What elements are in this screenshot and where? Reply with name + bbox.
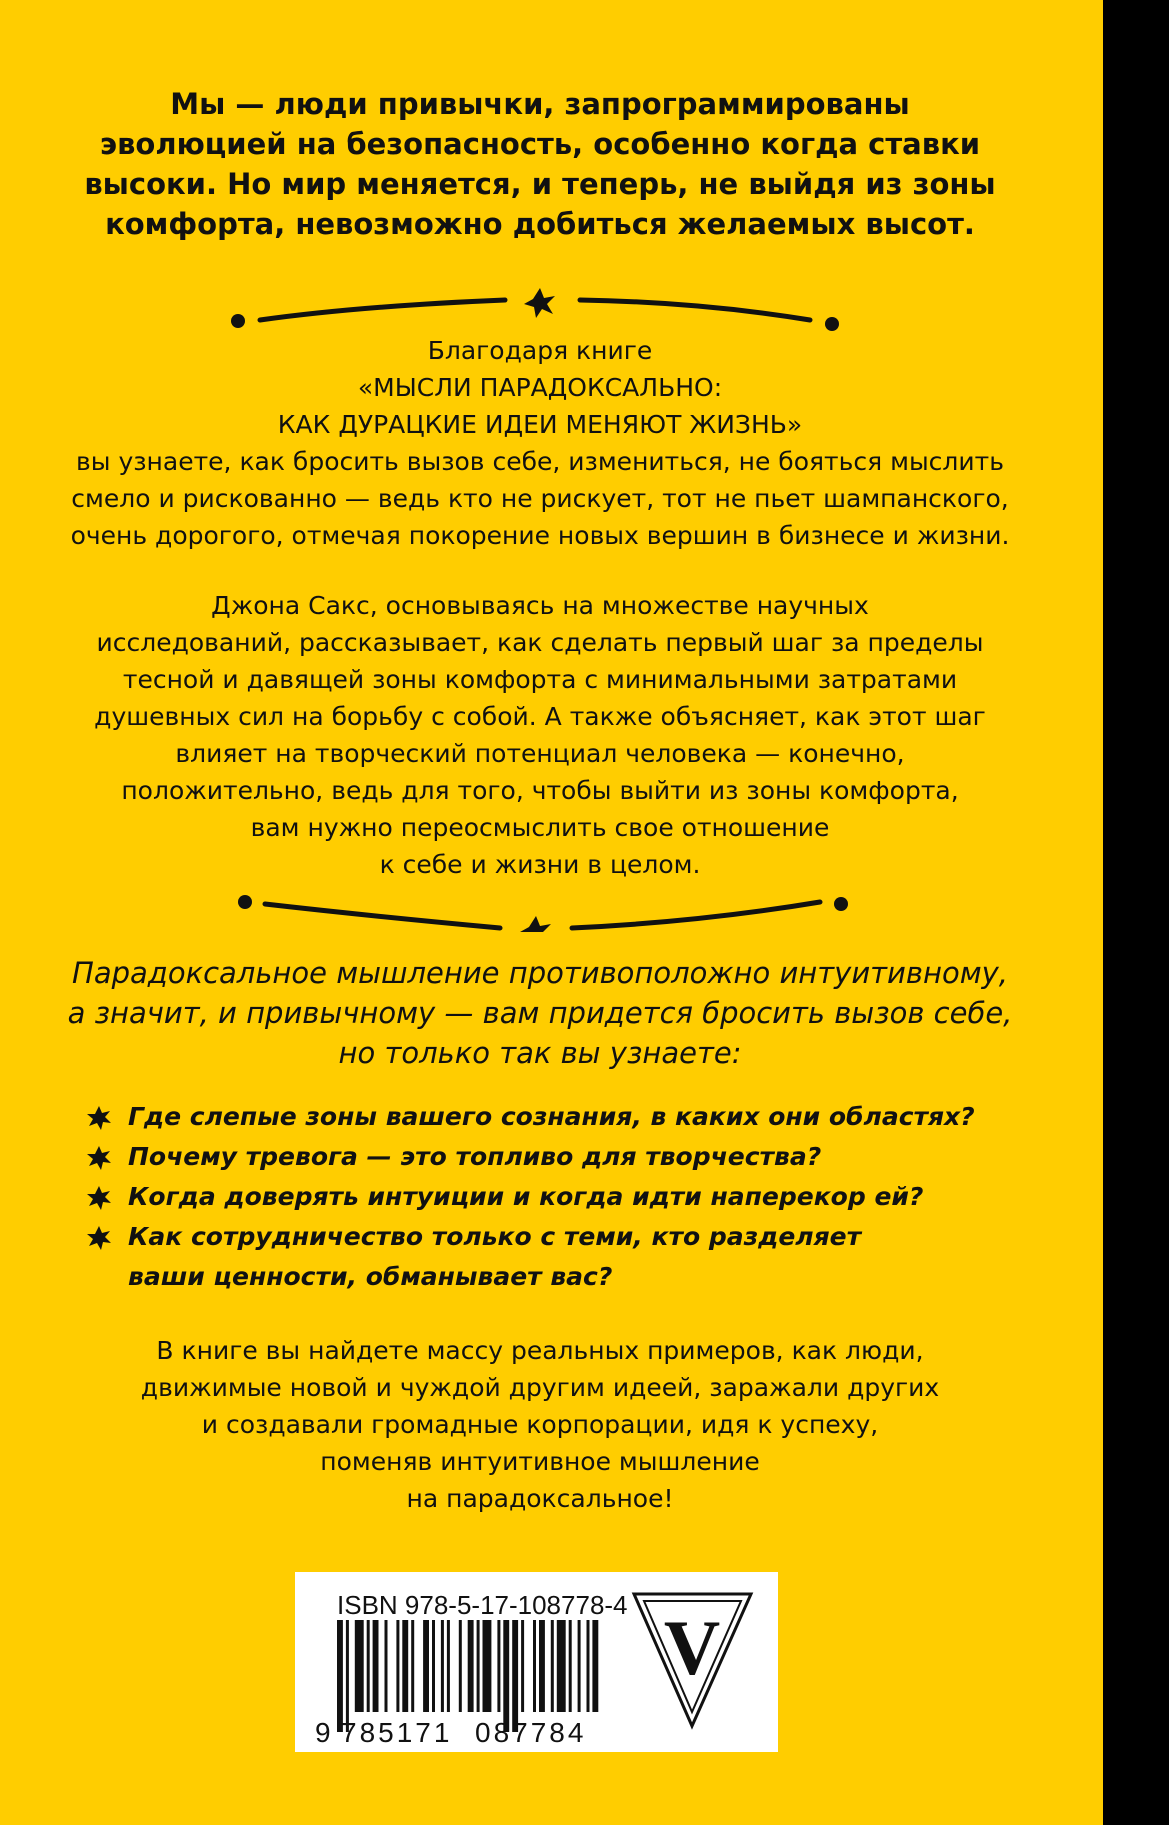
divider-stroke-right — [572, 902, 820, 928]
divider-stroke-left — [265, 904, 500, 928]
ornament-divider-bottom — [220, 872, 860, 932]
star-icon — [520, 916, 551, 932]
intro-line: Мы — люди привычки, запрограммированы — [170, 87, 910, 121]
author-text-line: Джона Сакс, основываясь на множестве научных — [211, 591, 869, 620]
barcode-digits-right: 087784 — [475, 1717, 587, 1746]
barcode-bar — [396, 1620, 399, 1712]
author-text-line: душевных сил на борьбу с собой. А также объясняет, как этот шаг — [94, 702, 986, 731]
barcode-bar — [441, 1620, 444, 1712]
star-bullet-icon — [86, 1105, 112, 1131]
closing-text-line: В книге вы найдете массу реальных примеров, как люди, — [156, 1336, 924, 1365]
barcode-bar — [337, 1620, 343, 1732]
barcode-digits-left: 785171 — [341, 1717, 453, 1746]
divider-stroke-right — [580, 300, 810, 320]
barcode-bar — [557, 1620, 566, 1712]
closing-text-line: и создавали громадные корпорации, идя к успеху, — [201, 1410, 879, 1439]
barcode-bar — [367, 1620, 370, 1712]
barcode-digit-lead: 9 — [315, 1717, 331, 1746]
question-item — [86, 1177, 1066, 1217]
intro-line: эволюцией на безопасность, особенно когда ставки — [99, 127, 981, 161]
question-text: Где слепые зоны вашего сознания, в каких они областях? — [128, 1102, 975, 1131]
barcode-bars — [337, 1620, 598, 1732]
star-bullet-icon — [86, 1145, 112, 1171]
question-item — [86, 1137, 1066, 1177]
intro-line: комфорта, невозможно добиться желаемых высот. — [105, 207, 975, 241]
barcode-bar — [587, 1620, 590, 1712]
question-text: Как сотрудничество только с теми, кто разделяет — [128, 1222, 862, 1251]
divider-stroke-left — [260, 300, 505, 320]
closing-text-line: на парадоксальное! — [406, 1484, 674, 1513]
barcode-bar — [411, 1620, 414, 1712]
star-icon — [524, 288, 555, 318]
book-text-line: очень дорогого, отмечая покорение новых вершин в бизнесе и жизни. — [70, 521, 1010, 550]
isbn-label: ISBN 978-5-17-108778-4 — [337, 1590, 628, 1620]
barcode-panel — [295, 1572, 778, 1752]
book-title-line: «МЫСЛИ ПАРАДОКСАЛЬНО: — [357, 373, 723, 402]
barcode-bar — [521, 1620, 524, 1712]
logo-letter: V — [663, 1604, 721, 1691]
barcode-bar — [533, 1620, 536, 1712]
divider-dot-left — [238, 895, 252, 909]
intro-paragraph — [70, 84, 1010, 244]
author-text-line: тесной и давящей зоны комфорта с минимальными затратами — [122, 665, 958, 694]
barcode-bar — [355, 1620, 364, 1712]
closing-text-line: движимые новой и чуждой другим идеей, заражали других — [140, 1373, 940, 1402]
author-paragraph — [60, 587, 1020, 883]
barcode-bar — [423, 1620, 429, 1712]
star-bullet-icon — [86, 1185, 112, 1211]
barcode — [313, 1620, 613, 1746]
divider-dot-left — [231, 314, 245, 328]
closing-paragraph — [60, 1332, 1020, 1517]
book-title-paragraph — [60, 332, 1020, 554]
barcode-bar — [373, 1620, 379, 1712]
italic-text-line: но только так вы узнаете: — [338, 1036, 742, 1070]
barcode-bar — [432, 1620, 435, 1712]
author-text-line: влияет на творческий потенциал человека — конечно, — [175, 739, 905, 768]
closing-text-line: поменяв интуитивное мышление — [320, 1447, 760, 1476]
barcode-bar — [512, 1620, 518, 1732]
barcode-bar — [447, 1620, 450, 1712]
star-bullet-icon — [86, 1225, 112, 1251]
question-text-continued: ваши ценности, обманывает вас? — [128, 1262, 613, 1291]
question-list — [86, 1097, 1066, 1297]
author-text-line: положительно, ведь для того, чтобы выйти из зоны комфорта, — [121, 776, 959, 805]
barcode-bar — [402, 1620, 408, 1712]
book-text-line: смело и рискованно — ведь кто не рискует, тот не пьет шампанского, — [71, 484, 1009, 513]
intro-line: высоки. Но мир меняется, и теперь, не выйдя из зоны — [84, 167, 996, 201]
book-title-line: КАК ДУРАЦКИЕ ИДЕИ МЕНЯЮТ ЖИЗНЬ» — [277, 410, 803, 439]
publisher-logo — [630, 1590, 755, 1730]
ornament-divider-top — [220, 278, 860, 338]
barcode-bar — [477, 1620, 480, 1712]
question-item — [86, 1217, 1066, 1297]
barcode-bar — [346, 1620, 349, 1732]
barcode-bar — [497, 1620, 500, 1712]
italic-text-line: Парадоксальное мышление противоположно интуитивному, — [72, 956, 1008, 990]
barcode-bar — [459, 1620, 462, 1712]
author-text-line: исследований, рассказывает, как сделать первый шаг за пределы — [96, 628, 984, 657]
barcode-bar — [551, 1620, 554, 1712]
author-text-line: к себе и жизни в целом. — [379, 850, 701, 879]
barcode-bar — [569, 1620, 572, 1712]
divider-dot-right — [825, 317, 839, 331]
barcode-bar — [483, 1620, 492, 1712]
italic-paragraph — [40, 953, 1040, 1073]
divider-dot-right — [834, 897, 848, 911]
book-text-line: вы узнаете, как бросить вызов себе, измениться, не бояться мыслить — [76, 447, 1004, 476]
barcode-bar — [385, 1620, 388, 1712]
italic-text-line: а значит, и привычному — вам придется бросить вызов себе, — [67, 996, 1013, 1030]
barcode-bar — [578, 1620, 581, 1712]
author-text-line: вам нужно переосмыслить свое отношение — [250, 813, 830, 842]
spine-edge — [1103, 0, 1169, 1825]
barcode-bar — [592, 1620, 598, 1712]
question-item — [86, 1097, 1066, 1137]
barcode-bar — [468, 1620, 474, 1712]
barcode-bar — [503, 1620, 509, 1732]
book-intro-line: Благодаря книге — [427, 336, 653, 365]
barcode-bar — [539, 1620, 545, 1712]
question-text: Почему тревога — это топливо для творчества? — [128, 1142, 822, 1171]
question-text: Когда доверять интуиции и когда идти наперекор ей? — [128, 1182, 924, 1211]
